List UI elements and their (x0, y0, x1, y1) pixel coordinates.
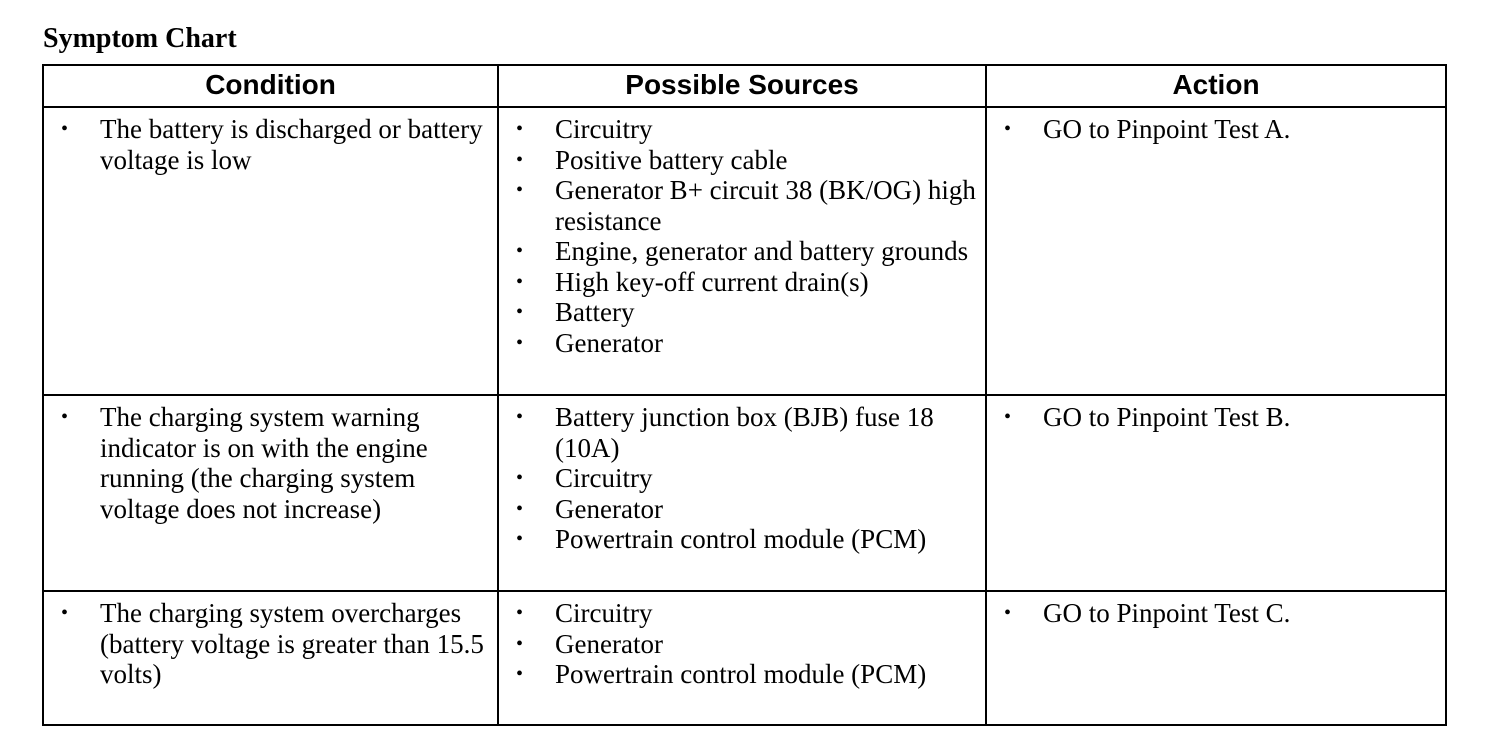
header-condition: Condition (43, 65, 498, 107)
list-item (52, 598, 489, 690)
list-item (507, 297, 977, 328)
list-item-text: GO to Pinpoint Test B. (1043, 402, 1291, 432)
list-item (507, 598, 977, 629)
list-item-text: Generator (555, 628, 663, 659)
list-item-text: The charging system overcharges (battery voltage is greater than 15.5 volts) (100, 598, 484, 689)
bullet-list (995, 114, 1437, 145)
condition-cell (43, 107, 498, 395)
list-item-text: GO to Pinpoint Test C. (1043, 598, 1291, 628)
action-cell (986, 395, 1446, 591)
list-item-text: Generator (555, 493, 663, 524)
header-action: Action (986, 65, 1446, 107)
possible-sources-cell (498, 395, 986, 591)
action-cell (986, 107, 1446, 395)
list-item-text: Powertrain control module (PCM) (555, 524, 927, 554)
list-item-text: The charging system warning indicator is on with the engine running (the charging system voltage does not increase) (100, 402, 428, 524)
list-item (507, 629, 977, 660)
bullet-list (52, 598, 489, 690)
list-item (507, 114, 977, 145)
list-item-text: Generator B+ circuit 38 (BK/OG) high resistance (555, 175, 976, 236)
bullet-icon: • (516, 301, 524, 323)
table-row (43, 395, 1446, 591)
bullet-icon: • (516, 663, 524, 685)
possible-sources-cell (498, 107, 986, 395)
list-item (507, 402, 977, 463)
bullet-icon: • (516, 497, 524, 520)
list-item (52, 114, 489, 175)
bullet-icon: • (516, 528, 524, 550)
list-item-text: Positive battery cable (555, 144, 788, 175)
list-item-text: Engine, generator and battery grounds (555, 236, 969, 266)
table-row (43, 107, 1446, 395)
list-item (995, 114, 1437, 145)
bullet-list (995, 598, 1437, 629)
bullet-icon: • (61, 602, 69, 624)
list-item (507, 494, 977, 525)
list-item (995, 402, 1437, 433)
bullet-list (507, 402, 977, 555)
symptom-chart-table (42, 64, 1447, 726)
table-body (43, 107, 1446, 725)
list-item (995, 598, 1437, 629)
bullet-icon: • (1004, 602, 1012, 624)
bullet-list (507, 114, 977, 358)
list-item-text: Powertrain control module (PCM) (555, 659, 927, 689)
list-item (507, 659, 977, 690)
bullet-icon: • (1004, 406, 1012, 428)
list-item-text: Generator (555, 327, 663, 358)
list-item-text: Battery junction box (BJB) fuse 18 (10A) (555, 402, 934, 463)
list-item-text: GO to Pinpoint Test A. (1043, 114, 1291, 144)
list-item (507, 145, 977, 176)
list-item (52, 402, 489, 524)
condition-cell (43, 395, 498, 591)
list-item (507, 524, 977, 555)
list-item (507, 236, 977, 267)
bullet-icon: • (1004, 118, 1012, 140)
list-item (507, 267, 977, 298)
bullet-icon: • (516, 406, 524, 428)
header-possible-sources: Possible Sources (498, 65, 986, 107)
bullet-icon: • (516, 179, 524, 201)
bullet-list (995, 402, 1437, 433)
list-item-text: The battery is discharged or battery voltage is low (100, 114, 483, 175)
list-item (507, 328, 977, 359)
bullet-icon: • (61, 118, 69, 140)
action-cell (986, 591, 1446, 725)
list-item-text: Circuitry (555, 598, 653, 628)
list-item-text: Circuitry (555, 463, 653, 493)
bullet-list (52, 114, 489, 175)
bullet-icon: • (516, 148, 524, 171)
list-item-text: Circuitry (555, 114, 653, 144)
table-row (43, 591, 1446, 725)
bullet-icon: • (516, 270, 524, 293)
header-row (43, 65, 1446, 107)
list-item (507, 463, 977, 494)
list-item-text: High key-off current drain(s) (555, 266, 869, 297)
possible-sources-cell (498, 591, 986, 725)
bullet-icon: • (516, 240, 524, 262)
list-item (507, 175, 977, 236)
bullet-list (52, 402, 489, 524)
bullet-icon: • (516, 118, 524, 140)
bullet-icon: • (516, 602, 524, 624)
condition-cell (43, 591, 498, 725)
bullet-icon: • (516, 632, 524, 655)
bullet-icon: • (516, 467, 524, 489)
bullet-icon: • (61, 406, 69, 428)
bullet-list (507, 598, 977, 690)
list-item-text: Battery (555, 297, 635, 327)
chart-title: Symptom Chart (43, 23, 237, 54)
bullet-icon: • (516, 331, 524, 354)
